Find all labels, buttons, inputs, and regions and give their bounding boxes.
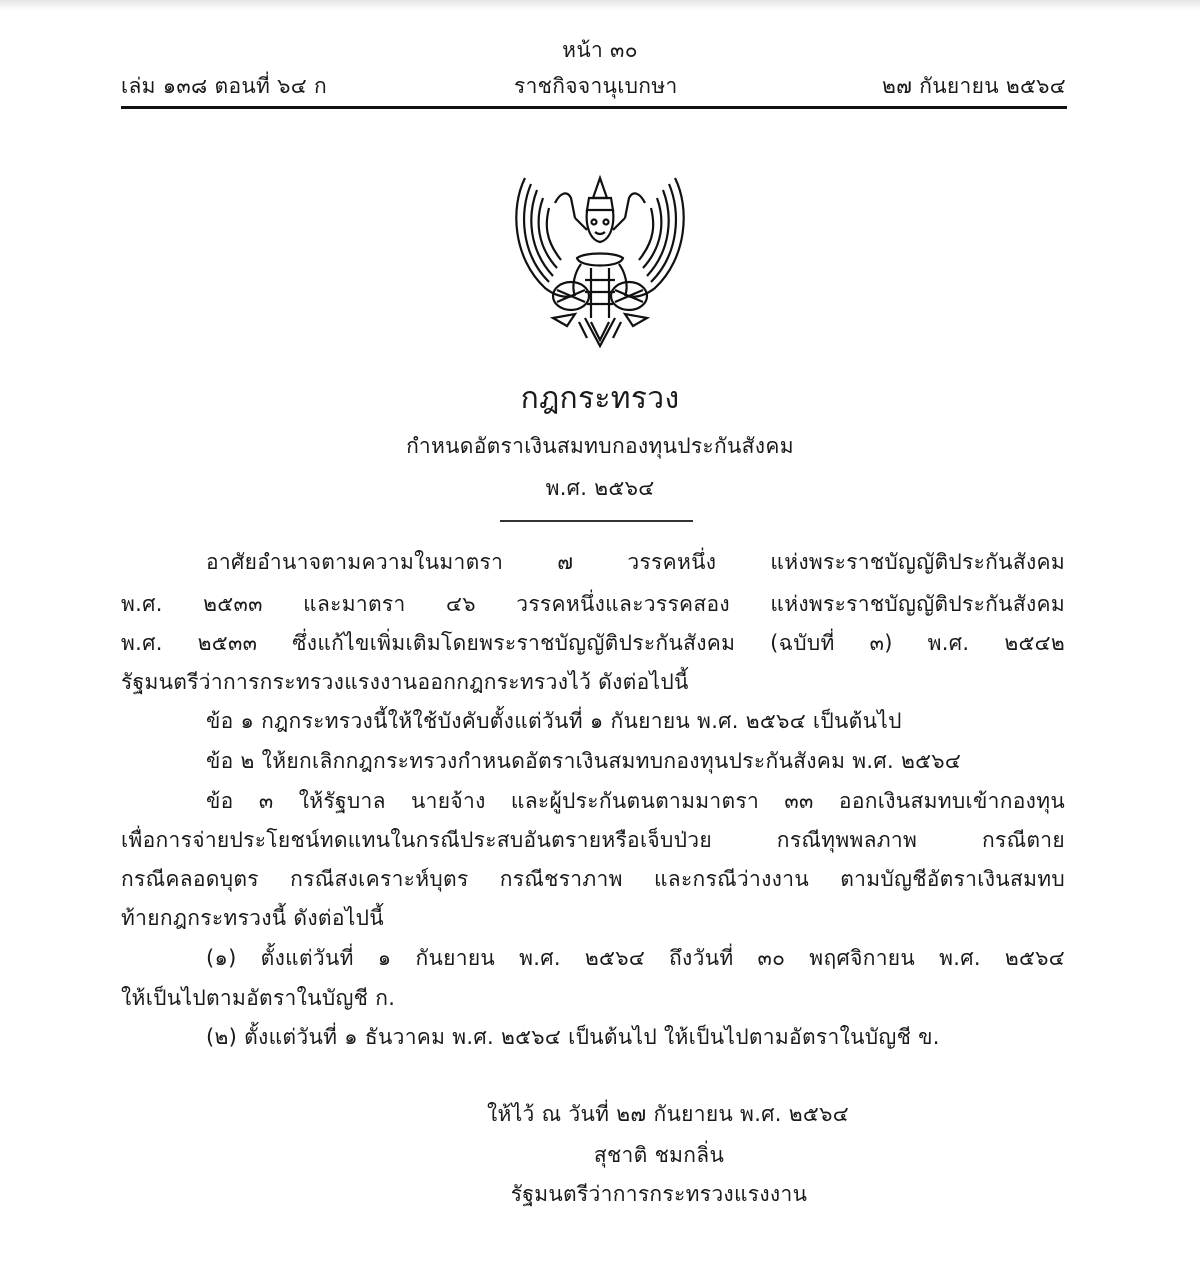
subclause-1-line: (๑) ตั้งแต่วันที่ ๑ กันยายน พ.ศ. ๒๕๖๔ ถึงวันที่ ๓๐ พฤศจิกายน พ.ศ. ๒๕๖๔ [206,946,1065,970]
document-title: กฎกระทรวง [520,381,680,416]
volume-issue: เล่ม ๑๓๘ ตอนที่ ๖๔ ก [121,74,327,98]
signature-date: ให้ไว้ ณ วันที่ ๒๗ กันยายน พ.ศ. ๒๕๖๔ [487,1102,849,1126]
publication-name: ราชกิจจานุเบกษา [514,74,678,98]
document-year: พ.ศ. ๒๕๖๔ [545,476,655,500]
clause-3-line: ข้อ ๓ ให้รัฐบาล นายจ้าง และผู้ประกันตนตามมาตรา ๓๓ ออกเงินสมทบเข้ากองทุน [206,789,1065,813]
preamble-line: รัฐมนตรีว่าการกระทรวงแรงงานออกกฎกระทรวงไว้ ดังต่อไปนี้ [121,670,689,694]
subclause-1-line: ให้เป็นไปตามอัตราในบัญชี ก. [121,986,396,1010]
clause-3-line: กรณีคลอดบุตร กรณีสงเคราะห์บุตร กรณีชราภาพ และกรณีว่างงาน ตามบัญชีอัตราเงินสมทบ [121,867,1065,891]
signatory-position: รัฐมนตรีว่าการกระทรวงแรงงาน [510,1182,808,1206]
preamble-line: พ.ศ. ๒๕๓๓ และมาตรา ๔๖ วรรคหนึ่งและวรรคสอง แห่งพระราชบัญญัติประกันสังคม [121,592,1065,616]
clause-2: ข้อ ๒ ให้ยกเลิกกฎกระทรวงกำหนดอัตราเงินสมทบกองทุนประกันสังคม พ.ศ. ๒๕๖๔ [206,749,962,773]
document-subtitle: กำหนดอัตราเงินสมทบกองทุนประกันสังคม [406,434,794,458]
title-divider [500,520,693,522]
clause-3-line: เพื่อการจ่ายประโยชน์ทดแทนในกรณีประสบอันตรายหรือเจ็บป่วย กรณีทุพพลภาพ กรณีตาย [121,828,1065,852]
header-divider [121,106,1067,109]
subclause-2: (๒) ตั้งแต่วันที่ ๑ ธันวาคม พ.ศ. ๒๕๖๔ เป็นต้นไป ให้เป็นไปตามอัตราในบัญชี ข. [206,1025,940,1049]
preamble-line: พ.ศ. ๒๕๓๓ ซึ่งแก้ไขเพิ่มเติมโดยพระราชบัญญัติประกันสังคม (ฉบับที่ ๓) พ.ศ. ๒๕๔๒ [121,631,1065,655]
garuda-emblem-icon [505,168,695,358]
header-date: ๒๗ กันยายน ๒๕๖๔ [882,74,1066,98]
clause-3-line: ท้ายกฎกระทรวงนี้ ดังต่อไปนี้ [121,906,384,930]
preamble-line: อาศัยอำนาจตามความในมาตรา ๗ วรรคหนึ่ง แห่งพระราชบัญญัติประกันสังคม [206,550,1065,574]
clause-1: ข้อ ๑ กฎกระทรวงนี้ให้ใช้บังคับตั้งแต่วันที่ ๑ กันยายน พ.ศ. ๒๕๖๔ เป็นต้นไป [206,709,902,733]
page-number: หน้า ๓๐ [562,38,638,62]
signatory-name: สุชาติ ชมกลิ่น [593,1143,725,1167]
